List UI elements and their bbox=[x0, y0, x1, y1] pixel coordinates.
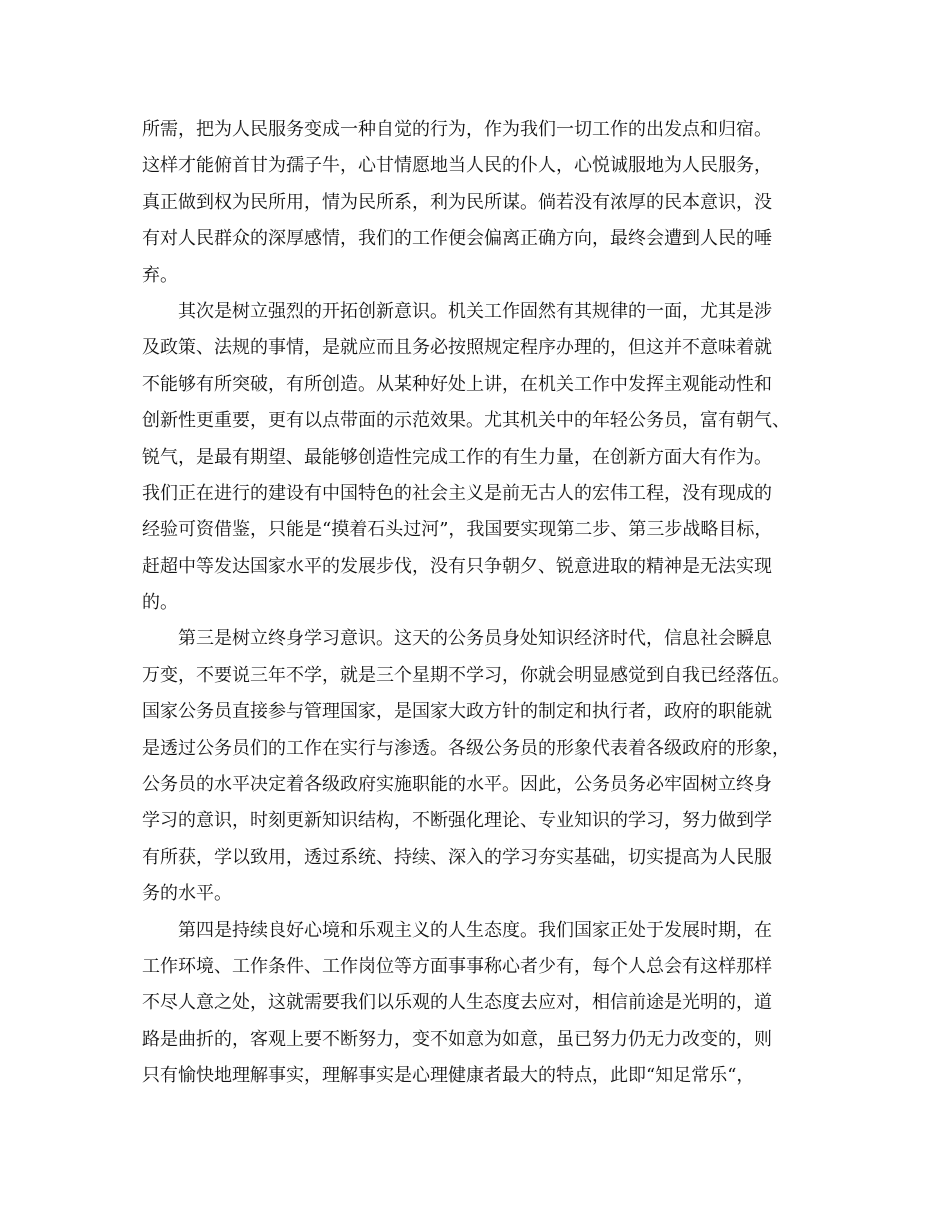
text-line: 有对人民群众的深厚感情，我们的工作便会偏离正确方向，最终会遭到人民的唾 bbox=[142, 228, 772, 250]
text-line: 的。 bbox=[142, 592, 178, 614]
text-line: 经验可资借鉴，只能是“摸着石头过河”，我国要实现第二步、第三步战略目标， bbox=[142, 519, 773, 541]
text-line: 公务员的水平决定着各级政府实施职能的水平。因此，公务员务必牢固树立终身 bbox=[142, 774, 772, 796]
body-text bbox=[142, 112, 812, 1095]
text-line: 工作环境、工作条件、工作岗位等方面事事称心者少有，每个人总会有这样那样 bbox=[142, 955, 772, 977]
text-line: 及政策、法规的事情，是就应而且务必按照规定程序办理的，但这并不意味着就 bbox=[142, 337, 772, 359]
paragraph-2 bbox=[142, 294, 812, 622]
text-line: 务的水平。 bbox=[142, 883, 232, 905]
text-line: 锐气，是最有期望、最能够创造性完成工作的有生力量，在创新方面大有作为。 bbox=[142, 446, 772, 468]
text-line: 我们正在进行的建设有中国特色的社会主义是前无古人的宏伟工程，没有现成的 bbox=[142, 482, 772, 504]
text-line: 真正做到权为民所用，情为民所系，利为民所谋。倘若没有浓厚的民本意识，没 bbox=[142, 191, 772, 213]
text-line: 赶超中等发达国家水平的发展步伐，没有只争朝夕、锐意进取的精神是无法实现 bbox=[142, 555, 772, 577]
text-line: 第三是树立终身学习意识。这天的公务员身处知识经济时代，信息社会瞬息 bbox=[178, 628, 772, 650]
text-line: 不尽人意之处，这就需要我们以乐观的人生态度去应对，相信前途是光明的，道 bbox=[142, 992, 772, 1014]
text-line: 国家公务员直接参与管理国家，是国家大政方针的制定和执行者，政府的职能就 bbox=[142, 701, 772, 723]
paragraph-3 bbox=[142, 621, 812, 912]
paragraph-4 bbox=[142, 913, 812, 1095]
text-line: 创新性更重要，更有以点带面的示范效果。尤其机关中的年轻公务员，富有朝气、 bbox=[142, 410, 790, 432]
text-line: 其次是树立强烈的开拓创新意识。机关工作固然有其规律的一面，尤其是涉 bbox=[178, 300, 772, 322]
paragraph-1 bbox=[142, 112, 812, 294]
text-line: 只有愉快地理解事实，理解事实是心理健康者最大的特点，此即“知足常乐“， bbox=[142, 1065, 755, 1087]
text-line: 是透过公务员们的工作在实行与渗透。各级公务员的形象代表着各级政府的形象， bbox=[142, 737, 790, 759]
text-line: 所需，把为人民服务变成一种自觉的行为，作为我们一切工作的出发点和归宿。 bbox=[142, 119, 772, 140]
text-line: 第四是持续良好心境和乐观主义的人生态度。我们国家正处于发展时期，在 bbox=[178, 919, 772, 941]
text-line: 不能够有所突破，有所创造。从某种好处上讲，在机关工作中发挥主观能动性和 bbox=[142, 373, 772, 395]
text-line: 有所获，学以致用，透过系统、持续、深入的学习夯实基础，切实提高为人民服 bbox=[142, 846, 772, 868]
text-line: 这样才能俯首甘为孺子牛，心甘情愿地当人民的仆人，心悦诚服地为人民服务， bbox=[142, 155, 772, 177]
text-line: 万变，不要说三年不学，就是三个星期不学习，你就会明显感觉到自我已经落伍。 bbox=[142, 664, 790, 686]
text-line: 学习的意识，时刻更新知识结构，不断强化理论、专业知识的学习，努力做到学 bbox=[142, 810, 772, 832]
text-line: 弃。 bbox=[142, 264, 178, 286]
text-line: 路是曲折的，客观上要不断努力，变不如意为如意，虽已努力仍无力改变的，则 bbox=[142, 1028, 772, 1050]
